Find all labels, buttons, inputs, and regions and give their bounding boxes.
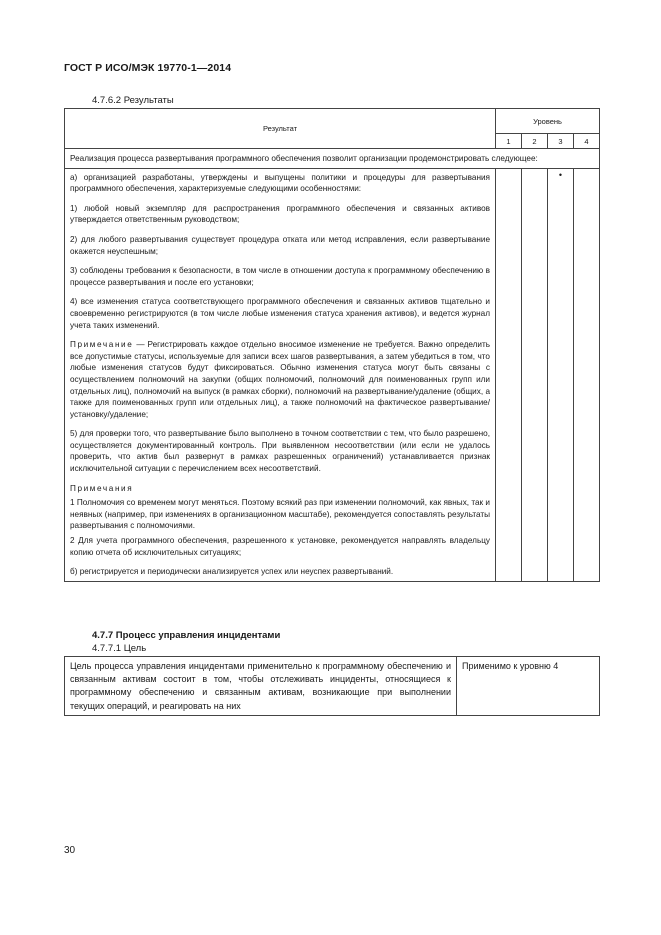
subitem-1: 1) любой новый экземпляр для распространения программного обеспечения и связанных активов утверждается ответственным руководством; — [70, 203, 490, 225]
item-b: б) регистрируется и периодически анализируется успех или неуспех развертываний. — [70, 567, 394, 577]
subitem-3: 3) соблюдены требования к безопасности, в том числе в отношении доступа к программному обеспечению в процессе развертывания и после его установки; — [70, 266, 490, 287]
subitem-5: 5) для проверки того, что развертывание было выполнено в точном соответствии с тем, что было разрешено, осуществляется документированный контроль. При выявленном несоответствии (или если не удалось проверить, что актив был развернут в рамках разрешенных ограничений) устанавливается признак исключительной ситуации с перечислением всех несоответствий. — [70, 429, 490, 474]
goal-description: Цель процесса управления инцидентами применительно к программному обеспечению и связанным активам состоит в том, чтобы отслеживать инциденты, относящиеся к программному обеспечению и связанным активам, возникающие при выполнении текущих операций, и реагировать на них — [65, 657, 457, 716]
note-2: 2 Для учета программного обеспечения, разрешенного к установке, рекомендуется направлять владельцу копию отчета об исключительных ситуациях; — [70, 536, 490, 557]
level-2-cell — [522, 168, 548, 581]
incident-section-title: 4.7.7 Процесс управления инцидентами — [92, 630, 281, 641]
notes-label: Примечания — [70, 483, 134, 493]
item-a: а) организацией разработаны, утверждены и выпущены политики и процедуры для развертывания программного обеспечения, характеризуемые следующими особенностями: — [70, 172, 490, 194]
column-header-level: Уровень — [496, 109, 600, 134]
document-header: ГОСТ Р ИСО/МЭК 19770-1—2014 — [64, 62, 232, 74]
level-2-header: 2 — [522, 134, 548, 149]
results-table — [64, 108, 600, 582]
note — [70, 339, 490, 420]
note-1: 1 Полномочия со временем могут меняться. Поэтому всякий раз при изменении полномочий, как явных, так и неявных (например, при изменениях в организационном масштабе), рекомендуется сопоставлять результаты развертывания с полномочиями. — [70, 498, 490, 531]
page-number: 30 — [64, 845, 76, 856]
incident-subsection-title: 4.7.7.1 Цель — [92, 643, 147, 654]
subitem-2: 2) для любого развертывания существует процедура отката или метод исправления, если развертывание окажется неуспешным; — [70, 234, 490, 256]
level-3-header: 3 — [548, 134, 574, 149]
note-text: — Регистрировать каждое отдельно вносимое изменение не требуется. Важно определить все допустимые статусы, используемые для записи всех шагов развертывания, а затем убедиться в том, что любые изменения статусов будут фиксироваться. Обычно изменения статуса могут быть связаны с осуществлением полномочий на закупки (общих полномочий, полномочий для поименованных групп или отдельных лиц), полномочий на выпуск (в рамках сборки), полномочий на развертывание/удаление (общих, а также для поименованных групп или отдельных лиц), а также полномочий на фактическое развертывание/установку/удаление; — [70, 340, 490, 419]
level-4-cell — [574, 168, 600, 581]
subitem-4: 4) все изменения статуса соответствующего программного обеспечения и связанных активов тщательно и своевременно регистрируются (в том числе любые изменения статуса хранения активов), и ведется журнал учета таких изменений. — [70, 297, 490, 330]
level-1-cell — [496, 168, 522, 581]
note-label: Примечание — [70, 340, 134, 350]
level-3-bullet: • — [548, 168, 574, 581]
section-title: 4.7.6.2 Результаты — [92, 95, 174, 106]
goal-table — [64, 656, 600, 716]
column-header-result: Результат — [65, 109, 496, 149]
goal-applicability: Применимо к уровню 4 — [457, 657, 600, 716]
results-intro: Реализация процесса развертывания программного обеспечения позволит организации продемонстрировать следующее: — [65, 149, 600, 169]
row-a-content — [65, 168, 496, 581]
level-1-header: 1 — [496, 134, 522, 149]
level-4-header: 4 — [574, 134, 600, 149]
